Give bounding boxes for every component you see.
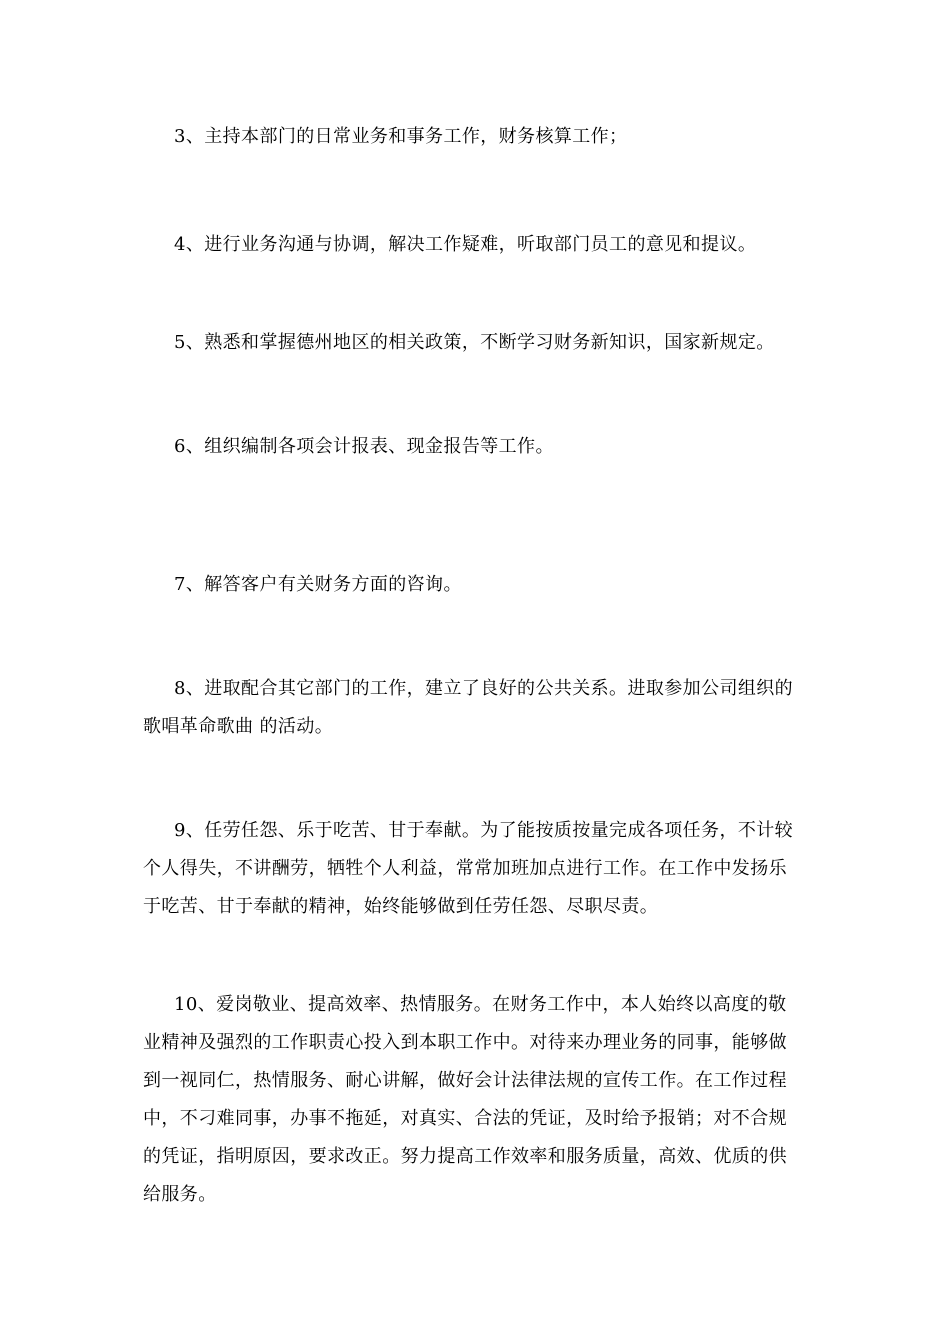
- paragraph-item-6: 6、组织编制各项会计报表、现金报告等工作。: [174, 436, 554, 457]
- paragraph-item-10: 10、爱岗敬业、提高效率、热情服务。在财务工作中，本人始终以高度的敬业精神及强烈的工作职责心投入到本职工作中。对待来办理业务的同事，能够做到一视同仁，热情服务、耐心讲解，做好会计法律法规的宣传工作。在工作过程中，不刁难同事，办事不拖延，对真实、合法的凭证，及时给予报销；对不合规的凭证，指明原因，要求改正。努力提高工作效率和服务质量，高效、优质的供给服务。: [143, 994, 787, 1205]
- paragraph-item-9: 9、任劳任怨、乐于吃苦、甘于奉献。为了能按质按量完成各项任务，不计较个人得失，不讲酬劳，牺牲个人利益，常常加班加点进行工作。在工作中发扬乐于吃苦、甘于奉献的精神，始终能够做到任劳任怨、尽职尽责。: [143, 820, 794, 917]
- paragraph-item-3: 3、主持本部门的日常业务和事务工作，财务核算工作；: [174, 126, 628, 147]
- paragraph-item-8: 8、进取配合其它部门的工作，建立了良好的公共关系。进取参加公司组织的 歌唱革命歌曲 的活动。: [143, 678, 794, 737]
- paragraph-item-4: 4、进行业务沟通与协调，解决工作疑难，听取部门员工的意见和提议。: [174, 234, 757, 255]
- paragraph-item-5: 5、熟悉和掌握德州地区的相关政策，不断学习财务新知识，国家新规定。: [174, 332, 775, 353]
- paragraph-item-7: 7、解答客户有关财务方面的咨询。: [174, 574, 462, 595]
